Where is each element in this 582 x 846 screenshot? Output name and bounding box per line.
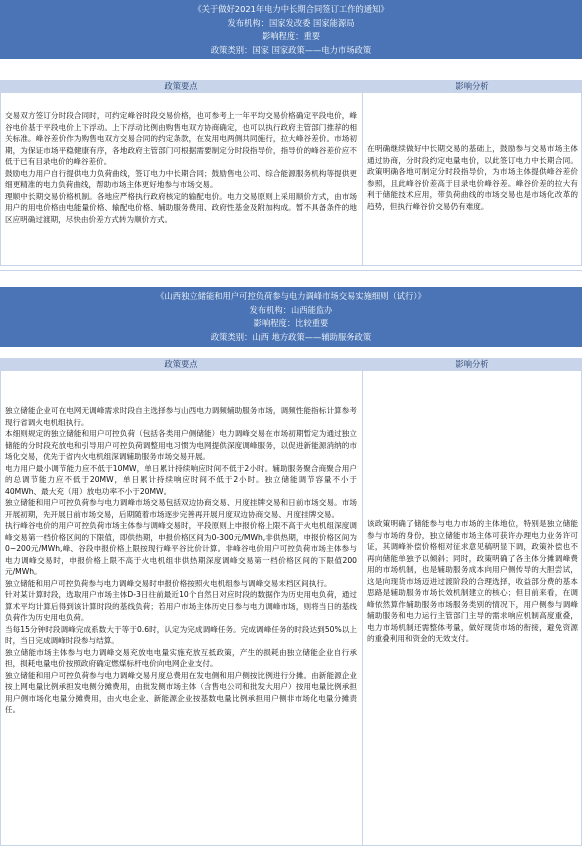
column-header-row	[0, 80, 582, 92]
policy-issuer: 发布机构：山西能监办	[249, 304, 333, 315]
policy-header	[0, 0, 582, 59]
policy-body	[0, 370, 582, 846]
key-point-paragraph: 鼓励电力用户自行提供电力负荷曲线，签订电力中长期合同；鼓励售电公司、综合能源服务机构等提供更细更精准的电力负荷曲线，帮助市场主体更好地参与市场交易。	[5, 168, 357, 189]
key-point-paragraph: 电力用户最小调节能力应不低于10MW，单日累计持续响应时间不低于2小时。辅助服务聚合商聚合用户的总调节能力应不低于20MW，单日累计持续响应时间不低于2小时。独立储能调节容量不小于40MWh、最大充（用）放电功率不小于20MW。	[5, 463, 357, 496]
column-header-row	[0, 358, 582, 370]
impact-cell: 在明确继续做好中长期交易的基础上，鼓励参与交易市场主体通过协商，分时段约定电量电价，以此签订电力中长期合同。政策明确各地可制定分时段指导价，为市场主体提供峰谷差价参照，且此峰谷价差高于目录电价峰谷差。峰谷价差的拉大有利于储能技术应用，带负荷曲线的市场交易也是市场化改革的趋势，但执行峰谷价交易仍有难度。	[367, 144, 578, 211]
policy-header	[0, 287, 582, 347]
key-point-paragraph: 独立储能市场主体参与电力调峰交易充放电电量实施充放互抵政策，产生的损耗由独立储能企业自行承担，损耗电量电价按照政府确定燃煤标杆电价向电网企业支付。	[5, 647, 357, 668]
column-divider	[362, 93, 363, 265]
impact-cell: 该政策明确了储能参与电力市场的主体地位，特别是独立储能参与市场的身份，独立储能市场主体可获许办理电力业务许可证，其调峰补偿价格相对征求意见稿明显下调，政策补偿也不再向储能单独予以倾斜；同时，政策明确了各主体分摊调峰费用的市场机制，也是辅助服务成本向用户侧传导的大胆尝试，这是向现货市场迈进过渡阶段的合理选择，收益部分费的基本思路是辅助服务市场长效机制建立的核心；但目前来看，在调峰依然算作辅助服务市场服务类别的情况下，用户侧参与调峰辅助服务和电力运行主管部门主导的需求响应机制高度重叠，电力市场机制还需整体考量，做好现货市场的衔接，避免资源的重叠利用和资金的无效支付。	[367, 519, 578, 643]
policy-title: 《关于做好2021年电力中长期合同签订工作的通知》	[193, 4, 389, 14]
key-point-paragraph: 独立储能和用户可控负荷参与电力调峰交易月度总费用在发电侧和用户侧按比例进行分摊。由新能源企业按上网电量比例承担发电侧分摊费用，由批发侧市场主体（含售电公司和批发大用户）按用电量比例承担用户侧市场化电量分摊费用，由火电企业、新能源企业按基数电量比例承担用户侧非市场化电量分摊责任。	[5, 670, 357, 714]
key-points-cell	[5, 110, 357, 225]
key-points-cell	[5, 405, 357, 716]
key-point-paragraph: 独立储能企业可在电网无调峰需求时段自主选择参与山西电力调频辅助服务市场，调频性能指标计算参考现行省调火电机组执行。	[5, 406, 357, 427]
key-point-paragraph: 理顺中长期交易价格机制。各地应严格执行政府核定的输配电价。电力交易原则上采用顺价方式，由市场用户的用电价格由电能量价格、输配电价格、辅助服务费用、政府性基金及附加构成。暂不具备条件的地区应明确过渡期，尽快由价差方式转为顺价方式。	[5, 191, 357, 224]
column-header-key-points: 政策要点	[164, 359, 198, 369]
policy-block-1	[0, 0, 582, 266]
column-header-impact: 影响分析	[455, 359, 489, 369]
key-point-paragraph: 独立储能和用户可控负荷参与电力调峰市场交易包括双边协商交易、月度挂牌交易和日前市场交易。市场开展初期，先开展日前市场交易，后期随着市场逐步完善再开展月度双边协商交易、月度挂牌交易。	[5, 498, 357, 519]
column-header-key-points: 政策要点	[164, 81, 198, 91]
key-point-paragraph: 独立储能和用户可控负荷参与电力调峰交易时申报价格按照火电机组参与调峰交易末档区间执行。	[5, 578, 332, 588]
policy-title: 《山西独立储能和用户可控负荷参与电力调峰市场交易实施细则（试行）》	[156, 291, 426, 301]
policy-issuer: 发布机构：国家发改委 国家能源局	[227, 17, 355, 28]
policy-impact-level: 影响程度：重要	[261, 31, 321, 41]
policy-category: 政策类别：国家 国家政策——电力市场政策	[210, 44, 372, 55]
policy-block-2	[0, 287, 582, 846]
key-point-paragraph: 当每15分钟时段调峰完成系数大于等于0.6时，认定为完成调峰任务。完成调峰任务的时段达到50%以上时，当日完成调峰时段参与结算。	[5, 624, 357, 645]
policy-impact-level: 影响程度：比较重要	[253, 318, 329, 328]
key-point-paragraph: 本细则规定的独立储能和用户可控负荷（包括各类用户侧储能）电力调峰交易在市场初期暂定为通过独立储能的分时段充放电和引导用户可控负荷调整用电习惯为电网提供深度调峰服务，以促进新能源消纳的市场化交易，优先于省内火电机组深调辅助服务市场交易开展。	[5, 429, 357, 461]
column-header-impact: 影响分析	[455, 81, 489, 91]
key-point-paragraph: 针对某计算时段，选取用户市场主体D-3日往前最近10个自然日对应时段的数据作为历史用电负荷，通过算术平均计算后得到该计算时段的基线负荷；若用户市场主体历史日参与电力调峰市场，则将当日的基线负荷作为历史用电负荷。	[5, 590, 357, 622]
key-point-paragraph: 执行峰谷电价的用户可控负荷市场主体参与调峰交易时，平段原则上申报价格上限不高于火电机组深度调峰交易第一档价格区间的下限值，即供热期，申报价格区间为0-300元/MWh,非供热期，申报价格区间为0~200元/MWh,峰、谷段申报价格上限按现行峰平谷比价计算。非峰谷电价用户可控负荷市场主体参与电力调峰交易时，申报价格上限不高于火电机组非供热期深度调峰交易第一档价格区间的下限值200元/MWh。	[5, 521, 357, 576]
key-point-paragraph: 交易双方签订分时段合同时，可约定峰谷时段交易价格，也可参考上一年平均交易价格确定平段电价，峰谷电价基于平段电价上下浮动。上下浮动比例由购售电双方协商确定，也可以执行政府主管部门推荐的相关标准。峰谷差价作为购售电双方交易合同的约定条款，在发用电两侧共同施行，拉大峰谷差价。市场初期，为保证市场平稳健康有序，各地政府主管部门可根据需要制定分时段指导价，指导价的峰谷差价应不低于已有目录电价的峰谷差价。	[5, 111, 357, 166]
block-separator	[0, 270, 582, 271]
column-divider	[362, 371, 363, 845]
policy-body	[0, 92, 582, 266]
policy-category: 政策类别：山西 地方政策——辅助服务政策	[210, 331, 372, 342]
